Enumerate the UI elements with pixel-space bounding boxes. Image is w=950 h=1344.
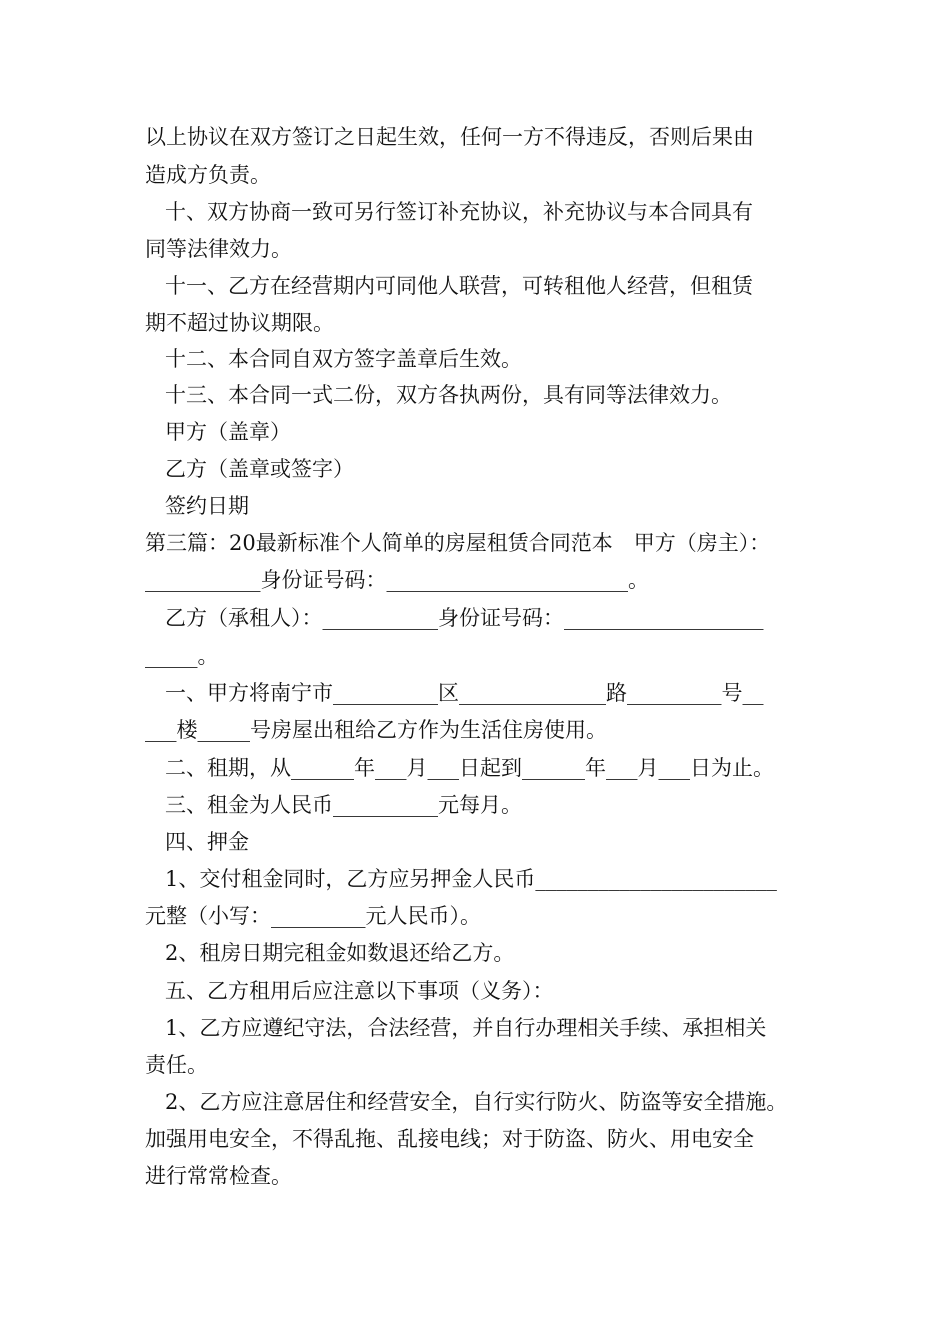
- clause-10-line: 十、双方协商一致可另行签订补充协议，补充协议与本合同具有: [165, 200, 753, 224]
- party-b-seal: 乙方（盖章或签字）: [165, 457, 354, 481]
- clause-12: 十二、本合同自双方签字盖章后生效。: [165, 347, 522, 371]
- clause-4-deposit: 四、押金: [165, 830, 249, 854]
- paragraph-line: 造成方负责。: [145, 163, 271, 187]
- party-a-seal: 甲方（盖章）: [165, 420, 291, 444]
- duty-item-1: 责任。: [145, 1053, 208, 1077]
- tenant-id-line: 乙方（承租人）：___________身份证号码：___________________: [165, 606, 764, 630]
- section-3-heading: 第三篇：20最新标准个人简单的房屋租赁合同范本 甲方（房主）：: [145, 531, 771, 555]
- clause-11-line: 十一、乙方在经营期内可同他人联营，可转租他人经营，但租赁: [165, 274, 753, 298]
- clause-1-line: ___楼_____号房屋出租给乙方作为生活住房使用。: [145, 718, 607, 742]
- clause-5-heading: 五、乙方租用后应注意以下事项（义务）：: [165, 979, 554, 1003]
- clause-11-line: 期不超过协议期限。: [145, 311, 334, 335]
- deposit-item-1: 元整（小写：_________元人民币）。: [145, 904, 481, 928]
- clause-2-lease-term: 二、租期，从______年___月___日起到______年___月___日为止。: [165, 756, 774, 780]
- paragraph-line: 以上协议在双方签订之日起生效，任何一方不得违反，否则后果由: [145, 125, 754, 149]
- clause-1-line: 一、甲方将南宁市__________区______________路_________号__: [165, 681, 764, 705]
- clause-10-line: 同等法律效力。: [145, 237, 292, 261]
- duty-item-1: 1、乙方应遵纪守法，合法经营，并自行办理相关手续、承担相关: [165, 1016, 767, 1040]
- deposit-item-2: 2、租房日期完租金如数退还给乙方。: [165, 941, 515, 965]
- clause-13: 十三、本合同一式二份，双方各执两份，具有同等法律效力。: [165, 383, 732, 407]
- duty-item-2: 2、乙方应注意居住和经营安全，自行实行防火、防盗等安全措施。: [165, 1090, 788, 1114]
- deposit-item-1: 1、交付租金同时，乙方应另押金人民币_______________________: [165, 867, 777, 891]
- tenant-id-line: _____。: [145, 644, 219, 668]
- signing-date: 签约日期: [165, 494, 249, 518]
- clause-3-rent: 三、租金为人民币__________元每月。: [165, 793, 522, 817]
- duty-item-2: 进行常常检查。: [145, 1164, 292, 1188]
- duty-item-2: 加强用电安全，不得乱拖、乱接电线；对于防盗、防火、用电安全: [145, 1127, 754, 1151]
- landlord-id-line: ___________身份证号码：_______________________。: [145, 568, 649, 592]
